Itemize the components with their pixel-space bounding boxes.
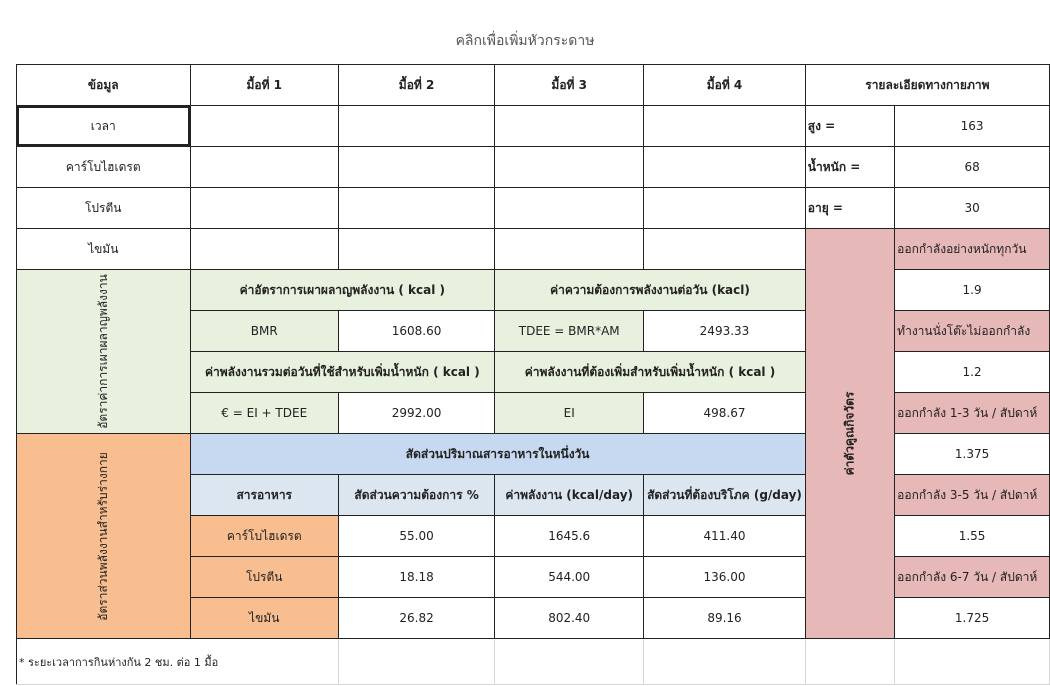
ratio-col-grams[interactable]: สัดส่วนที่ต้องบริโภค (g/day) — [644, 475, 806, 516]
ratio-row-fat-name[interactable]: ไขมัน — [190, 598, 338, 639]
cell-carb-meal-2[interactable] — [338, 147, 494, 188]
ei-label[interactable]: EI — [495, 393, 644, 434]
cell-protein-meal-4[interactable] — [644, 188, 806, 229]
ratio-row-protein-name[interactable]: โปรตีน — [190, 557, 338, 598]
cell-fat-meal-3[interactable] — [495, 229, 644, 270]
activity-label-1[interactable]: ออกกำลังอย่างหนักทุกวัน — [895, 229, 1050, 270]
foot-cell-3[interactable] — [338, 639, 494, 685]
activity-multiplier-label: ค่าตัวคูณกิจวัตร — [842, 391, 857, 476]
header-data[interactable]: ข้อมูล — [17, 65, 191, 106]
ratio-title[interactable]: สัดส่วนปริมาณสารอาหารในหนึ่งวัน — [190, 434, 805, 475]
ei-value[interactable]: 498.67 — [644, 393, 806, 434]
ratio-section[interactable] — [17, 434, 191, 639]
row-label-time[interactable]: เวลา — [17, 106, 191, 147]
footnote[interactable]: * ระยะเวลาการกินห่างกัน 2 ชม. ต่อ 1 มื้อ — [17, 639, 339, 685]
activity-value-4[interactable]: 1.55 — [895, 516, 1050, 557]
ratio-row-protein-kcal[interactable]: 544.00 — [495, 557, 644, 598]
cell-time-meal-4[interactable] — [644, 106, 806, 147]
ratio-row-fat-kcal[interactable]: 802.40 — [495, 598, 644, 639]
row-label-carb[interactable]: คาร์โบไฮเดรต — [17, 147, 191, 188]
ratio-row-protein-percent[interactable]: 18.18 — [338, 557, 494, 598]
ratio-col-percent[interactable]: สัดส่วนความต้องการ % — [338, 475, 494, 516]
energy-section-label: อัตราค่าการเผาผลาญพลังงาน — [95, 274, 110, 429]
foot-cell-6[interactable] — [805, 639, 894, 685]
weight-label[interactable]: น้ำหนัก = — [805, 147, 894, 188]
ratio-row-fat-grams[interactable]: 89.16 — [644, 598, 806, 639]
activity-value-2[interactable]: 1.2 — [895, 352, 1050, 393]
activity-value-5[interactable]: 1.725 — [895, 598, 1050, 639]
tdee-header[interactable]: ค่าความต้องการพลังงานต่อวัน (kacl) — [495, 270, 806, 311]
total-energy-value[interactable]: 2992.00 — [338, 393, 494, 434]
cell-carb-meal-4[interactable] — [644, 147, 806, 188]
total-energy-label[interactable]: € = EI + TDEE — [190, 393, 338, 434]
ratio-row-carb-percent[interactable]: 55.00 — [338, 516, 494, 557]
ratio-row-fat-percent[interactable]: 26.82 — [338, 598, 494, 639]
age-value[interactable]: 30 — [895, 188, 1050, 229]
activity-label-3[interactable]: ออกกำลัง 1-3 วัน / สัปดาห์ — [895, 393, 1050, 434]
energy-section[interactable] — [17, 270, 191, 434]
bmr-label[interactable]: BMR — [190, 311, 338, 352]
cell-time-meal-2[interactable] — [338, 106, 494, 147]
activity-multiplier-section[interactable] — [805, 229, 894, 639]
foot-cell-5[interactable] — [644, 639, 806, 685]
cell-protein-meal-1[interactable] — [190, 188, 338, 229]
bmr-value[interactable]: 1608.60 — [338, 311, 494, 352]
cell-fat-meal-2[interactable] — [338, 229, 494, 270]
ratio-col-kcal[interactable]: ค่าพลังงาน (kcal/day) — [495, 475, 644, 516]
tdee-value[interactable]: 2493.33 — [644, 311, 806, 352]
height-value[interactable]: 163 — [895, 106, 1050, 147]
ratio-row-carb-grams[interactable]: 411.40 — [644, 516, 806, 557]
activity-label-5[interactable]: ออกกำลัง 6-7 วัน / สัปดาห์ — [895, 557, 1050, 598]
ratio-row-carb-name[interactable]: คาร์โบไฮเดรต — [190, 516, 338, 557]
age-label[interactable]: อายุ = — [805, 188, 894, 229]
ratio-section-label: อัตราส่วนพลังงานสำหรับร่างกาย — [95, 451, 110, 621]
cell-protein-meal-2[interactable] — [338, 188, 494, 229]
foot-cell-4[interactable] — [495, 639, 644, 685]
cell-fat-meal-1[interactable] — [190, 229, 338, 270]
ratio-row-carb-kcal[interactable]: 1645.6 — [495, 516, 644, 557]
ratio-row-protein-grams[interactable]: 136.00 — [644, 557, 806, 598]
cell-fat-meal-4[interactable] — [644, 229, 806, 270]
cell-protein-meal-3[interactable] — [495, 188, 644, 229]
activity-label-4[interactable]: ออกกำลัง 3-5 วัน / สัปดาห์ — [895, 475, 1050, 516]
header-meal-4[interactable]: มื้อที่ 4 — [644, 65, 806, 106]
weight-value[interactable]: 68 — [895, 147, 1050, 188]
add-energy-header[interactable]: ค่าพลังงานที่ต้องเพิ่มสำหรับเพิ่มน้ำหนัก ( kcal ) — [495, 352, 806, 393]
header-meal-2[interactable]: มื้อที่ 2 — [338, 65, 494, 106]
bmr-header[interactable]: ค่าอัตราการเผาผลาญพลังงาน ( kcal ) — [190, 270, 495, 311]
total-energy-header[interactable]: ค่าพลังงานรวมต่อวันที่ใช้สำหรับเพิ่มน้ำหนัก ( kcal ) — [190, 352, 495, 393]
foot-cell-7[interactable] — [895, 639, 1050, 685]
activity-label-2[interactable]: ทำงานนั่งโต๊ะไม่ออกกำลัง — [895, 311, 1050, 352]
cell-carb-meal-3[interactable] — [495, 147, 644, 188]
activity-value-1[interactable]: 1.9 — [895, 270, 1050, 311]
nutrition-sheet — [16, 64, 1050, 685]
row-label-protein[interactable]: โปรตีน — [17, 188, 191, 229]
header-meal-1[interactable]: มื้อที่ 1 — [190, 65, 338, 106]
cell-time-meal-1[interactable] — [190, 106, 338, 147]
header-physical[interactable]: รายละเอียดทางกายภาพ — [805, 65, 1049, 106]
cell-carb-meal-1[interactable] — [190, 147, 338, 188]
page-header-placeholder[interactable]: คลิกเพื่อเพิ่มหัวกระดาษ — [455, 33, 595, 49]
tdee-label[interactable]: TDEE = BMR*AM — [495, 311, 644, 352]
header-meal-3[interactable]: มื้อที่ 3 — [495, 65, 644, 106]
ratio-col-nutrient[interactable]: สารอาหาร — [190, 475, 338, 516]
activity-value-3[interactable]: 1.375 — [895, 434, 1050, 475]
height-label[interactable]: สูง = — [805, 106, 894, 147]
row-label-fat[interactable]: ไขมัน — [17, 229, 191, 270]
cell-time-meal-3[interactable] — [495, 106, 644, 147]
